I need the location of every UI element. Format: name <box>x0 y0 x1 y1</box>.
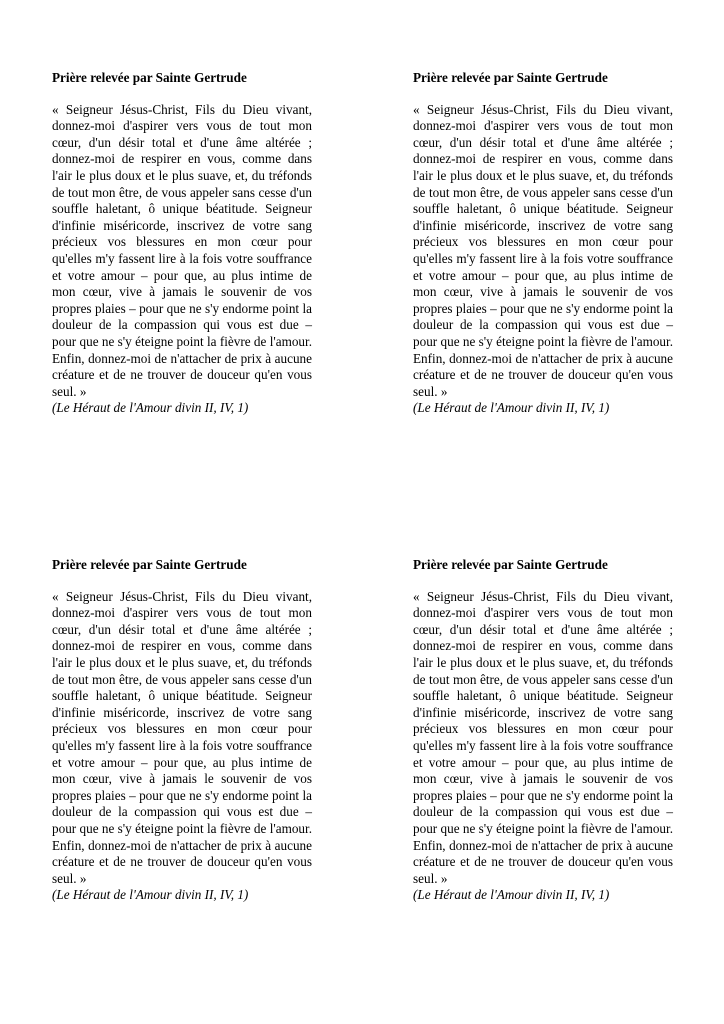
prayer-title: Prière relevée par Sainte Gertrude <box>52 557 247 572</box>
prayer-source: (Le Héraut de l'Amour divin II, IV, 1) <box>413 887 610 903</box>
prayer-source: (Le Héraut de l'Amour divin II, IV, 1) <box>52 400 249 416</box>
prayer-card-bottom-left <box>52 557 312 904</box>
prayer-title: Prière relevée par Sainte Gertrude <box>413 70 608 85</box>
prayer-card-bottom-right <box>413 557 673 904</box>
prayer-card-top-right <box>413 70 673 417</box>
prayer-source: (Le Héraut de l'Amour divin II, IV, 1) <box>413 400 610 416</box>
prayer-text: « Seigneur Jésus-Christ, Fils du Dieu vivant, donnez-moi d'aspirer vers vous de tout mon cœur, d'un désir total et d'une âme altérée ; donnez-moi de respirer en vous, comme dans l'air le plus doux et le plus suave, et, du tréfonds de tout mon être, de vous appeler sans cesse d'un souffle haletant, ô unique béatitude. Seigneur d'infinie miséricorde, inscrivez de votre sang précieux vos blessures en mon cœur pour qu'elles m'y fassent lire à la fois votre souffrance et votre amour – pour que, au plus intime de mon cœur, vive à jamais le souvenir de vos propres plaies – pour que ne s'y endorme point la douleur de la compassion qui vous est due – pour que ne s'y éteigne point la fièvre de l'amour. Enfin, donnez-moi de n'attacher de prix à aucune créature et de ne trouver de douceur qu'en vous seul. » <box>52 101 312 399</box>
prayer-card-top-left <box>52 70 312 417</box>
prayer-title: Prière relevée par Sainte Gertrude <box>52 70 247 85</box>
prayer-text: « Seigneur Jésus-Christ, Fils du Dieu vivant, donnez-moi d'aspirer vers vous de tout mon cœur, d'un désir total et d'une âme altérée ; donnez-moi de respirer en vous, comme dans l'air le plus doux et le plus suave, et, du tréfonds de tout mon être, de vous appeler sans cesse d'un souffle haletant, ô unique béatitude. Seigneur d'infinie miséricorde, inscrivez de votre sang précieux vos blessures en mon cœur pour qu'elles m'y fassent lire à la fois votre souffrance et votre amour – pour que, au plus intime de mon cœur, vive à jamais le souvenir de vos propres plaies – pour que ne s'y endorme point la douleur de la compassion qui vous est due – pour que ne s'y éteigne point la fièvre de l'amour. Enfin, donnez-moi de n'attacher de prix à aucune créature et de ne trouver de douceur qu'en vous seul. » <box>413 588 673 886</box>
prayer-source: (Le Héraut de l'Amour divin II, IV, 1) <box>52 887 249 903</box>
prayer-text: « Seigneur Jésus-Christ, Fils du Dieu vivant, donnez-moi d'aspirer vers vous de tout mon cœur, d'un désir total et d'une âme altérée ; donnez-moi de respirer en vous, comme dans l'air le plus doux et le plus suave, et, du tréfonds de tout mon être, de vous appeler sans cesse d'un souffle haletant, ô unique béatitude. Seigneur d'infinie miséricorde, inscrivez de votre sang précieux vos blessures en mon cœur pour qu'elles m'y fassent lire à la fois votre souffrance et votre amour – pour que, au plus intime de mon cœur, vive à jamais le souvenir de vos propres plaies – pour que ne s'y endorme point la douleur de la compassion qui vous est due – pour que ne s'y éteigne point la fièvre de l'amour. Enfin, donnez-moi de n'attacher de prix à aucune créature et de ne trouver de douceur qu'en vous seul. » <box>413 101 673 399</box>
prayer-text: « Seigneur Jésus-Christ, Fils du Dieu vivant, donnez-moi d'aspirer vers vous de tout mon cœur, d'un désir total et d'une âme altérée ; donnez-moi de respirer en vous, comme dans l'air le plus doux et le plus suave, et, du tréfonds de tout mon être, de vous appeler sans cesse d'un souffle haletant, ô unique béatitude. Seigneur d'infinie miséricorde, inscrivez de votre sang précieux vos blessures en mon cœur pour qu'elles m'y fassent lire à la fois votre souffrance et votre amour – pour que, au plus intime de mon cœur, vive à jamais le souvenir de vos propres plaies – pour que ne s'y endorme point la douleur de la compassion qui vous est due – pour que ne s'y éteigne point la fièvre de l'amour. Enfin, donnez-moi de n'attacher de prix à aucune créature et de ne trouver de douceur qu'en vous seul. » <box>52 588 312 886</box>
prayer-title: Prière relevée par Sainte Gertrude <box>413 557 608 572</box>
